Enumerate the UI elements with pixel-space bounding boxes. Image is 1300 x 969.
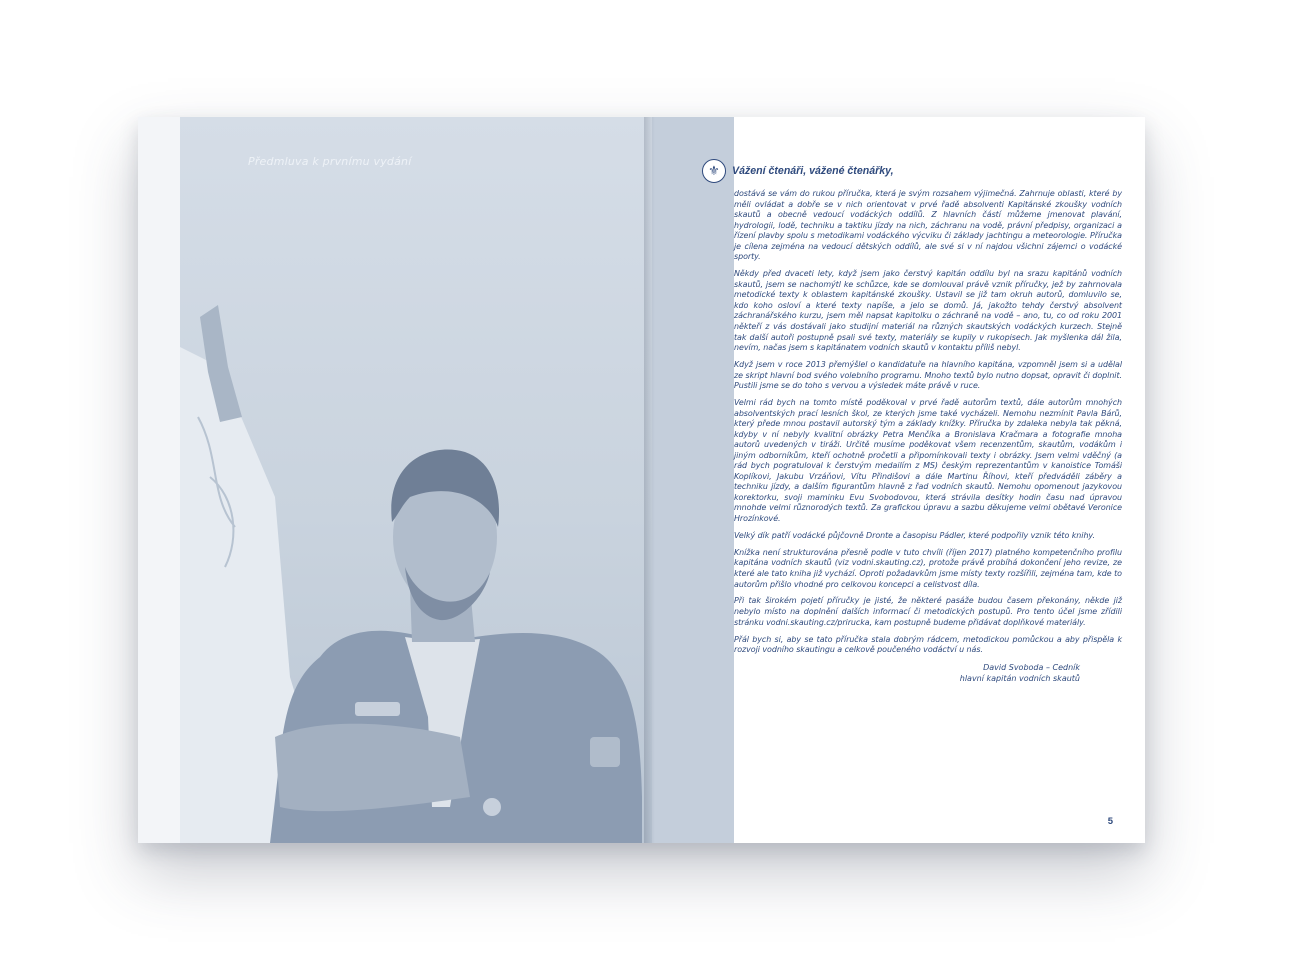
- section-header: Předmluva k prvnímu vydání: [248, 155, 412, 168]
- signature-name: David Svoboda – Cedník: [983, 663, 1080, 672]
- open-book: [138, 117, 1145, 843]
- page-number: 5: [1107, 816, 1113, 827]
- paragraph: dostává se vám do rukou příručka, která je svým rozsahem výjimečná. Zahrnuje oblasti, které by měli ovládat a dobře se v nich orientovat v prvé řadě absolventi Kapitánské zkoušky vodních skautů a obecně vedoucí vodáckých oddílů. Z hlavních částí můžeme jmenovat plavání, hydrologii, lodě, techniku a taktiku jízdy na nich, záchranu na vodě, právní předpisy, organizaci a řízení plavby spolu s metodikami vodáckého výcviku či základy jachtingu a meteorologie. Příručka je cílena zejména na vedoucí dětských oddílů, ale své si v ní najdou všichni zájemci o vodácké sporty.: [734, 189, 1122, 262]
- paragraph: Knížka není strukturována přesně podle v tuto chvíli (říjen 2017) platného kompetenčního profilu kapitána vodních skautů (viz vodni.skauting.cz), protože právě probíhá dokončení jeho revize, ze které ale tato kniha již vychází. Oproti požadavkům jsme místy texty rozšířili, zejména tam, kde to autorům přišlo vhodné pro celkovou koncepci a celistvost díla.: [734, 547, 1122, 589]
- foreword-text: [706, 159, 1122, 684]
- salutation-heading: Vážení čtenáři, vážené čtenářky,: [732, 165, 894, 177]
- paragraph: Při tak širokém pojetí příručky je jisté, že některé pasáže budou časem překonány, někde již nebylo místo na doplnění dalších informací či metodických postupů. Pro tento účel jsme zřídili stránku vodni.skauting.cz/prirucka, kam postupně budeme přidávat doplňkové materiály.: [734, 596, 1122, 627]
- book-gutter-shadow: [644, 117, 662, 843]
- scout-leader-photo: [180, 117, 652, 843]
- signature-block: [706, 662, 1080, 684]
- paragraph: Velký dík patří vodácké půjčovně Dronte a časopisu Pádler, které podpořily vznik této knihy.: [734, 530, 1095, 540]
- scout-fleur-de-lis-icon: ⚜: [702, 159, 726, 183]
- paragraph: Přál bych si, aby se tato příručka stala dobrým rádcem, metodickou pomůckou a aby přispěla k rozvoji vodního skautingu a celkově poučeného vodáctví u nás.: [734, 634, 1122, 655]
- left-page: [138, 117, 652, 843]
- paragraph: Někdy před dvaceti lety, když jsem jako čerstvý kapitán oddílu byl na srazu kapitánů vodních skautů, jsem se nachomýtl ke schůzce, kde se domlouval právě vznik příručky, jež by zahrnovala metodické texty k oblastem kapitánské zkoušky. Ustavil se již tam okruh autorů, domluvilo se, kdo koho osloví a které texty napíše, a jelo se domů. Já, jakožto tehdy čerstvý absolvent záchranářského kurzu, jsem měl napsat kapitolku o záchraně na vodě – ano, tu, co od roku 2001 někteří z vás dostávali jako studijní materiál na různých skautských vodáckých kurzech. Stejně tak další autoři postupně psali své texty, materiály se kupily v rukopisech. Jak myšlenka dál žila, nevím, načas jsem s kapitánatem vodních skautů v kontaktu příliš nebyl.: [734, 269, 1122, 353]
- signature-title: hlavní kapitán vodních skautů: [959, 674, 1080, 683]
- paragraph: Velmi rád bych na tomto místě poděkoval v prvé řadě autorům textů, dále autorům mnohých absolventských prací lesních škol, ze kterých jsme také vycházeli. Nemohu nezmínit Pavla Bárů, který přede mnou postavil autorský tým a základy knížky. Příručka by zdaleka nebyla tak pěkná, kdyby v ní nebyly kvalitní obrázky Petra Menčíka a Bronislava Kračmara a fotografie mnoha autorů uvedených v tiráži. Určitě musíme poděkovat všem recenzentům, skautům, vodákům i jiným odborníkům, kteří ochotně pročetli a připomínkovali texty i obrázky. Jsem velmi vděčný (a rád bych pogratuloval k čerstvým medailím z MS) českým reprezentantům v kanoistice Tomáši Koplíkovi, Jakubu Vrzáňovi, Vítu Přindišovi a dále Martinu Říhovi, kteří předváděli záběry a techniku jízdy, a dalším figurantům hlavně z řad vodních skautů. Nemohu opomenout jazykovou korektorku, svoji maminku Evu Svobodovou, která strávila desítky hodin času nad úpravou mnohde velmi různorodých textů. Za grafickou úpravu a sazbu děkujeme velmi obětavé Veronice Hrozínkové.: [734, 398, 1122, 524]
- paragraph: Když jsem v roce 2013 přemýšlel o kandidatuře na hlavního kapitána, vzpomněl jsem si a udělal ze skript hlavní bod svého volebního programu. Mnoho textů bylo nutno dopsat, opravit či doplnit. Pustili jsme se do toho s vervou a výsledek máte právě v ruce.: [734, 359, 1122, 391]
- right-page: [652, 117, 1145, 843]
- heading-row: [702, 159, 1122, 183]
